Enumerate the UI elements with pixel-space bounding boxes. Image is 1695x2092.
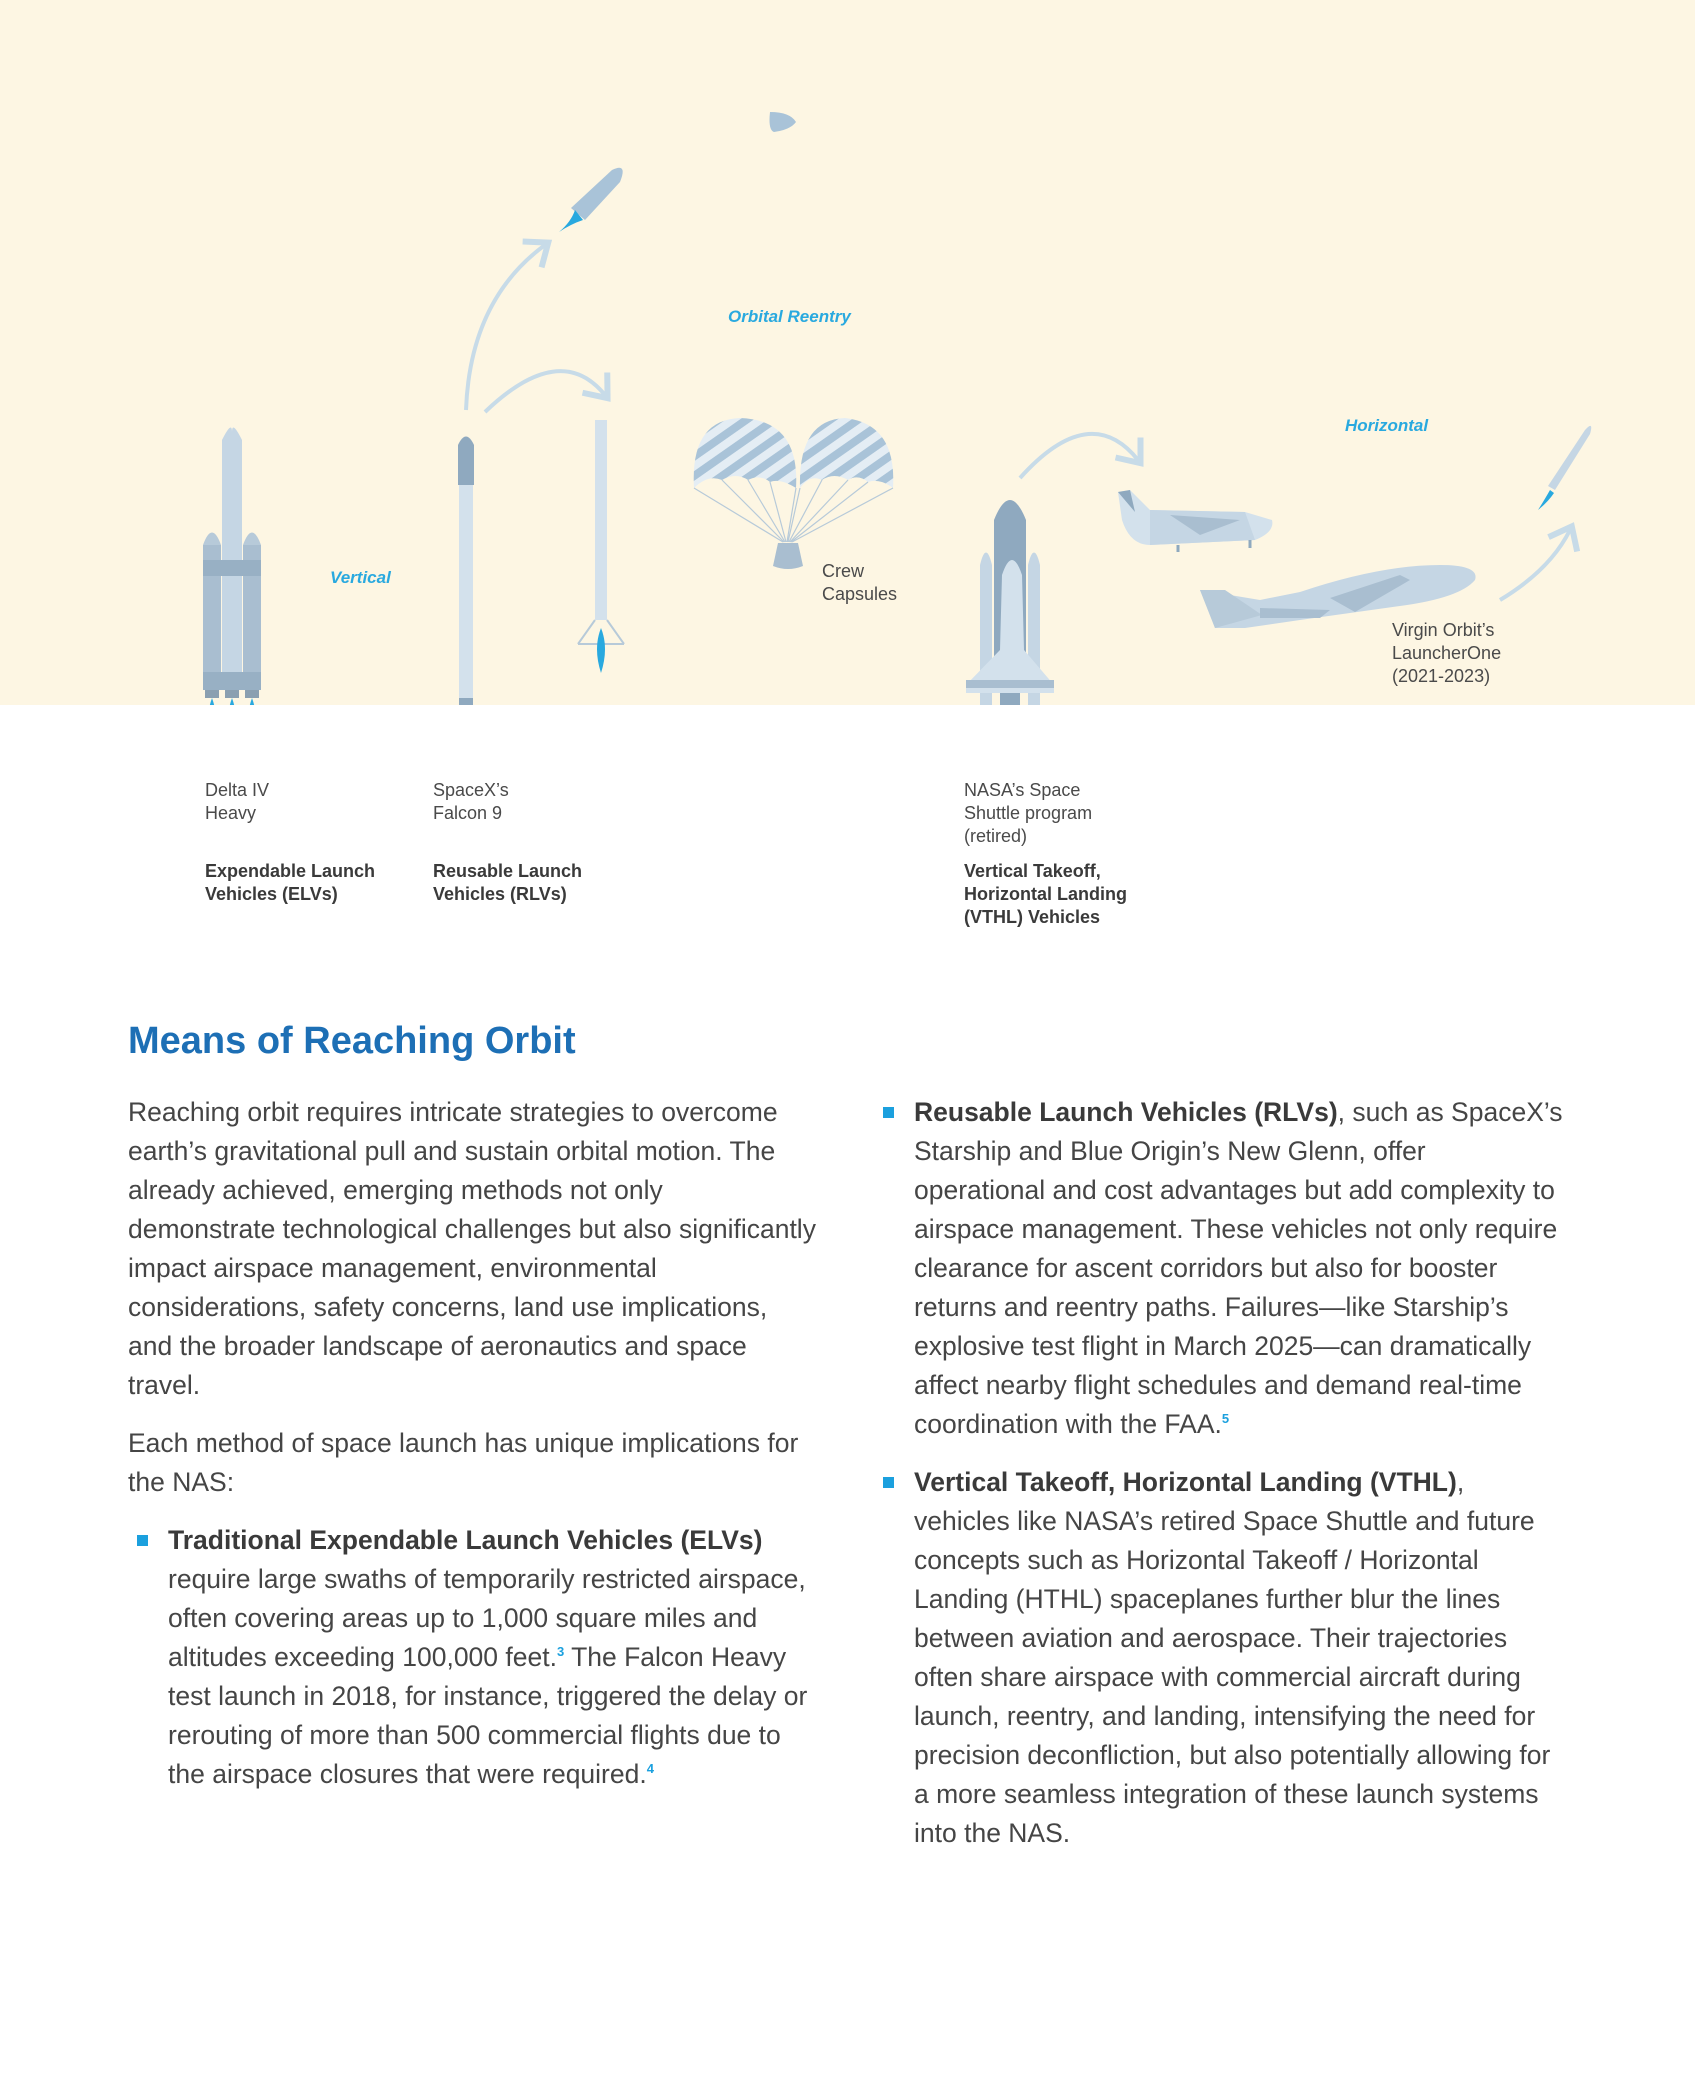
category-line: Reusable Launch bbox=[433, 861, 583, 881]
label-line: LauncherOne bbox=[1392, 643, 1502, 663]
category-elv bbox=[205, 860, 375, 906]
bullet-marker-icon bbox=[137, 1535, 148, 1546]
lead-paragraph: Each method of space launch has unique implications for the NAS: bbox=[128, 1428, 799, 1497]
bullet-elv bbox=[128, 1521, 816, 1794]
delta-iv-heavy-rocket-icon bbox=[203, 428, 261, 706]
label-line: Capsules bbox=[822, 584, 898, 604]
bullet-marker-icon bbox=[883, 1477, 894, 1488]
space-shuttle-icon bbox=[966, 500, 1054, 705]
category-vthl bbox=[964, 860, 1127, 929]
bullet-text: , vehicles like NASA’s retired Space Shuttle and future concepts such as Horizontal Takeoff / Horizontal Landing (HTHL) spaceplanes further blur the lines between aviation and aerospace. Their trajectories often share airspace with commercial aircraft during launch, reentry, and landing, intensifying the need for precision deconfliction, but also potentially allowing for a more seamless integration of these launch systems into the NAS. bbox=[914, 1467, 1551, 1848]
label-line: SpaceX’s bbox=[433, 780, 509, 800]
footnote-ref[interactable]: 5 bbox=[1221, 1411, 1230, 1427]
label-line: NASA’s Space bbox=[964, 780, 1081, 800]
intro-paragraph: Reaching orbit requires intricate strategies to overcome earth’s gravitational pull and sustain orbital motion. The already achieved, emerging methods not only demonstrate technological challenges but also significantly impact airspace management, environmental considerations, safety concerns, land use implications, and the broader landscape of aeronautics and space travel. bbox=[128, 1097, 816, 1400]
bullet-rlv bbox=[874, 1093, 1564, 1444]
footnote-ref[interactable]: 4 bbox=[646, 1761, 654, 1777]
bullet-text: , such as SpaceX’s Starship and Blue Origin’s New Glenn, offer operational and cost advantages but add complexity to airspace management. These vehicles not only require clearance for ascent corridors but also for booster returns and reentry paths. Failures—like Starship’s explosive test flight in March 2025—can dramatically affect nearby flight schedules and demand real-time coordination with the FAA. bbox=[914, 1097, 1563, 1439]
label-line: Shuttle program bbox=[964, 803, 1093, 823]
label-line: (2021-2023) bbox=[1392, 666, 1491, 686]
label-line: Falcon 9 bbox=[433, 803, 503, 823]
booster-return-arrow bbox=[485, 371, 605, 412]
label-line: Heavy bbox=[205, 803, 257, 823]
mode-label-vertical: Vertical bbox=[330, 568, 391, 587]
label-line: Crew bbox=[822, 561, 865, 581]
crew-capsule-parachute-icon bbox=[694, 418, 894, 569]
category-rlv bbox=[433, 860, 582, 906]
category-line: (VTHL) Vehicles bbox=[964, 907, 1101, 927]
label-falcon-9 bbox=[433, 779, 509, 825]
left-column bbox=[128, 1093, 816, 1794]
launcherone-rocket-icon bbox=[1538, 426, 1591, 510]
mode-label-orbital-reentry: Orbital Reentry bbox=[728, 307, 851, 326]
category-line: Horizontal Landing bbox=[964, 884, 1127, 904]
label-line: (retired) bbox=[964, 826, 1028, 846]
shuttle-return-arrow bbox=[1020, 434, 1138, 478]
label-crew-capsules bbox=[822, 560, 897, 606]
bullet-marker-icon bbox=[883, 1107, 894, 1118]
label-virgin-orbit bbox=[1392, 619, 1501, 688]
category-line: Vehicles (RLVs) bbox=[433, 884, 567, 904]
category-line: Vertical Takeoff, bbox=[964, 861, 1101, 881]
bullet-text: The Falcon Heavy test launch in 2018, for instance, triggered the delay or rerouting of more than 500 commercial flights due to the airspace closures that were required. bbox=[168, 1642, 808, 1789]
footnote-ref[interactable]: 3 bbox=[556, 1644, 565, 1660]
label-delta-iv-heavy bbox=[205, 779, 269, 825]
falcon-9-rocket-icon bbox=[458, 437, 474, 706]
fairing-icon bbox=[770, 112, 797, 132]
mode-label-horizontal: Horizontal bbox=[1345, 416, 1429, 435]
bullet-title: Traditional Expendable Launch Vehicles (ELVs) bbox=[168, 1525, 763, 1555]
bullet-title: Vertical Takeoff, Horizontal Landing (VTHL) bbox=[914, 1467, 1457, 1497]
falcon-9-booster-landing-icon bbox=[578, 420, 624, 673]
category-line: Vehicles (ELVs) bbox=[205, 884, 338, 904]
bullet-title: Reusable Launch Vehicles (RLVs) bbox=[914, 1097, 1338, 1127]
bullet-text: require large swaths of temporarily restricted airspace, often covering areas up to 1,000 square miles and altitudes exceeding 100,000 feet. bbox=[168, 1564, 806, 1672]
label-line: Delta IV bbox=[205, 780, 270, 800]
ascent-arrow bbox=[466, 245, 545, 410]
label-space-shuttle bbox=[964, 779, 1092, 848]
bullet-vthl bbox=[874, 1463, 1564, 1853]
section-title: Means of Reaching Orbit bbox=[128, 1020, 576, 1062]
second-stage-icon bbox=[559, 168, 623, 232]
launcherone-arrow bbox=[1500, 530, 1570, 600]
label-line: Virgin Orbit’s bbox=[1392, 620, 1495, 640]
landing-shuttle-icon bbox=[1118, 490, 1272, 552]
category-line: Expendable Launch bbox=[205, 861, 376, 881]
right-column bbox=[874, 1093, 1564, 1853]
